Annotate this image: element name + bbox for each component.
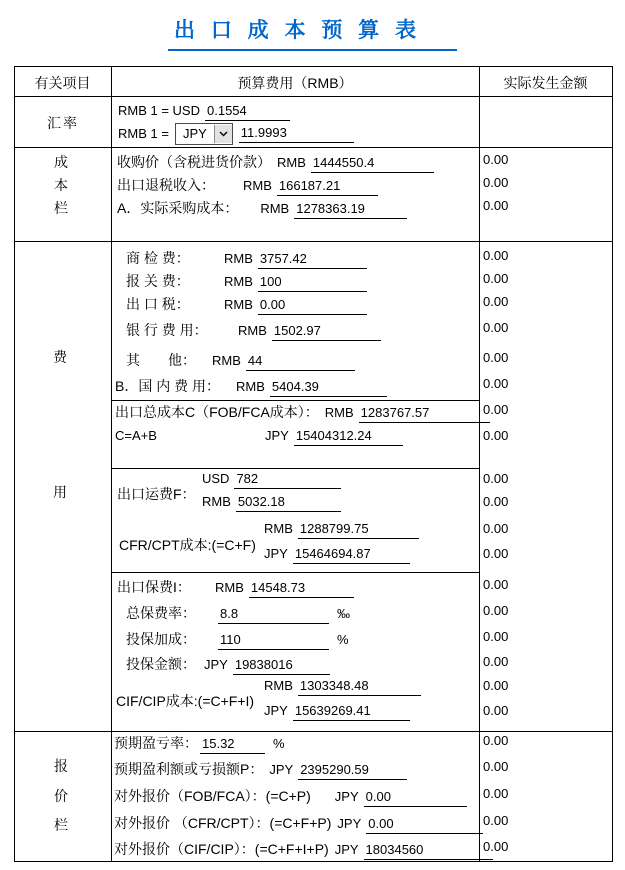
currency-code: USD [202,471,230,486]
row-label-cost-3: 栏 [54,200,70,216]
field-label: 预期盈利额或亏损额P： [114,761,264,777]
currency-code: RMB [224,274,253,289]
field-rate-usd [118,103,290,122]
field-label: RMB 1 = [118,126,169,141]
currency-code: JPY [269,762,294,777]
field-insurance-premium [117,577,354,596]
jpy-rate-input[interactable]: 11.9993 [239,125,354,143]
row-label-fee-1: 费 [53,349,69,365]
actual-amount: 0.00 [483,678,509,693]
actual-amount: 0.00 [483,320,509,335]
currency-code: RMB [264,521,293,536]
field-label: 投保金额： [126,656,196,672]
actual-amount: 0.00 [483,546,509,561]
currency-code: RMB [224,251,253,266]
freight-rmb-input[interactable]: 5032.18 [236,494,341,512]
currency-code: RMB [224,297,253,312]
field-label: 对外报价 （CFR/CPT）：(=C+F+P) [114,815,332,831]
field-label: 对外报价（FOB/FCA）：(=C+P) [114,788,311,804]
row-label-cost-2: 本 [54,177,70,193]
cfr-cpt-label [119,535,256,554]
field-domestic-fee-total [115,376,387,395]
field-label: B．国 内 费 用： [115,378,221,394]
actual-amount: 0.00 [483,733,509,748]
inspection-fee-input[interactable]: 3757.42 [258,251,367,269]
actual-amount: 0.00 [483,629,509,644]
field-quote-fob [114,786,467,805]
currency-code: RMB [324,405,354,420]
field-tax-rebate [117,175,378,194]
freight-label [117,484,196,503]
currency-code: JPY [337,816,362,831]
actual-amount: 0.00 [483,521,509,536]
markup-input[interactable]: 110 [218,632,329,650]
field-freight-rmb [196,494,341,513]
field-label: CFR/CPT成本:(=C+F) [119,537,256,553]
currency-code: JPY [334,789,359,804]
actual-amount: 0.00 [483,198,509,213]
profit-rate-input[interactable]: 15.32 [200,736,265,754]
actual-amount: 0.00 [483,703,509,718]
field-cif-rmb [258,678,421,697]
field-label: 收购价（含税进货价款） [117,154,271,170]
currency-code: JPY [334,842,359,857]
quote-fob-input[interactable]: 0.00 [364,789,467,807]
field-label: 总保费率： [126,605,196,621]
field-total-cost-c [115,402,490,421]
currency-code: RMB [238,323,267,338]
field-rate-jpy [118,122,354,145]
field-other-fee [126,350,355,369]
field-export-tax [126,294,367,313]
field-expected-profit-rate [114,733,285,752]
sub-row-divider [111,572,479,573]
field-total-cost-c-jpy [115,428,403,447]
actual-amount: 0.00 [483,839,509,854]
field-insured-amount [126,654,330,673]
profit-amount-input[interactable]: 2395290.59 [298,762,407,780]
cfr-rmb-input[interactable]: 1288799.75 [298,521,419,539]
currency-code: RMB [243,178,272,193]
field-label: 报 关 费： [126,273,190,289]
total-cost-jpy-input[interactable]: 15404312.24 [294,428,403,446]
customs-fee-input[interactable]: 100 [258,274,367,292]
sub-row-divider [111,400,479,401]
field-label: 出 口 税： [126,296,190,312]
actual-amount: 0.00 [483,603,509,618]
percent-sign: % [273,736,285,751]
field-bank-fee [126,320,381,339]
field-quote-cfr [114,813,483,832]
row-divider [14,96,612,97]
export-tax-input[interactable]: 0.00 [258,297,367,315]
field-label: 商 检 费： [126,250,190,266]
field-label: 出口运费F： [117,486,196,502]
actual-amount: 0.00 [483,654,509,669]
actual-amount: 0.00 [483,152,509,167]
other-fee-input[interactable]: 44 [246,353,355,371]
actual-amount: 0.00 [483,248,509,263]
row-divider [14,241,612,242]
field-label: 预期盈亏率： [114,735,198,751]
row-label-quote-2: 价 [54,788,70,804]
field-label: 投保加成： [126,631,196,647]
currency-code: RMB [212,353,241,368]
actual-amount: 0.00 [483,376,509,391]
actual-amount: 0.00 [483,759,509,774]
insured-amount-input[interactable]: 19838016 [233,657,330,675]
field-freight-usd [196,471,341,490]
field-expected-profit-amount [114,759,407,778]
currency-code: JPY [204,657,228,672]
row-divider [14,731,612,732]
field-insured-markup [126,629,349,648]
currency-code: RMB [264,678,293,693]
page-title: 出 口 成 本 预 算 表 [168,14,457,51]
currency-code: RMB [202,494,231,509]
bank-fee-input[interactable]: 1502.97 [272,323,381,341]
currency-code: JPY [264,703,288,718]
field-purchase-price [117,152,434,171]
field-label: RMB 1 = USD [118,103,200,118]
permille-sign: ‰ [337,606,350,621]
row-divider [14,147,612,148]
total-cost-rmb-input[interactable]: 1283767.57 [359,405,490,423]
procurement-cost-input[interactable]: 1278363.19 [294,201,407,219]
quote-cfr-input[interactable]: 0.00 [366,816,483,834]
row-label-cost-1: 成 [54,154,70,170]
freight-usd-input[interactable]: 782 [234,471,341,489]
actual-amount: 0.00 [483,494,509,509]
column-divider [479,66,480,861]
field-label: 对外报价（CIF/CIP）：(=C+F+I+P) [114,841,329,857]
actual-amount: 0.00 [483,294,509,309]
premium-input[interactable]: 14548.73 [249,580,354,598]
field-label: 其 他： [126,352,196,368]
currency-code: RMB [236,379,265,394]
row-label-exchange-rate: 汇率 [47,115,79,131]
currency-code: RMB [277,155,306,170]
actual-amount: 0.00 [483,402,509,417]
field-cif-jpy [258,703,410,722]
field-cfr-jpy [258,546,410,565]
field-quote-cif [114,839,493,858]
title-row [0,14,625,51]
actual-amount: 0.00 [483,786,509,801]
tax-rebate-input[interactable]: 166187.21 [277,178,378,196]
usd-rate-input[interactable]: 0.1554 [205,103,290,121]
field-label: 出口退税收入： [117,177,215,193]
field-label: 出口总成本C（FOB/FCA成本）： [115,404,319,420]
row-label-quote-1: 报 [54,758,70,774]
quote-cif-input[interactable]: 18034560 [364,842,493,860]
field-label: C=A+B [115,428,157,443]
row-label-quote-3: 栏 [54,817,70,833]
actual-amount: 0.00 [483,577,509,592]
purchase-price-input[interactable]: 1444550.4 [311,155,434,173]
column-divider [111,66,112,861]
currency-code: RMB [260,201,290,216]
header-budget-cost: 预算费用（RMB） [237,75,353,91]
sub-row-divider [111,468,479,469]
field-actual-procurement-cost [117,198,407,217]
field-label: 银 行 费 用： [126,322,208,338]
actual-amount: 0.00 [483,350,509,365]
domestic-fee-input[interactable]: 5404.39 [270,379,387,397]
percent-sign: % [337,632,349,647]
cif-jpy-input[interactable]: 15639269.41 [293,703,410,721]
header-actual-amount: 实际发生金额 [503,75,588,91]
actual-amount: 0.00 [483,813,509,828]
actual-amount: 0.00 [483,175,509,190]
field-cfr-rmb [258,521,419,540]
cfr-jpy-input[interactable]: 15464694.87 [293,546,410,564]
field-inspection-fee [126,248,367,267]
header-related-items: 有关项目 [34,75,91,91]
row-label-fee-2: 用 [53,484,69,500]
field-customs-fee [126,271,367,290]
currency-select[interactable] [175,123,233,145]
currency-selected-value: JPY [182,126,207,141]
cif-cip-label [116,691,254,710]
field-label: 出口保费I： [117,579,191,595]
field-label: CIF/CIP成本:(=C+F+I) [116,693,255,709]
field-premium-rate [126,603,350,622]
cif-rmb-input[interactable]: 1303348.48 [298,678,421,696]
premium-rate-input[interactable]: 8.8 [218,606,329,624]
actual-amount: 0.00 [483,271,509,286]
actual-amount: 0.00 [483,471,509,486]
currency-code: JPY [264,546,288,561]
field-label: A．实际采购成本： [117,200,239,216]
actual-amount: 0.00 [483,428,509,443]
chevron-down-icon[interactable] [214,125,232,143]
currency-code: RMB [215,580,244,595]
currency-code: JPY [265,428,289,443]
